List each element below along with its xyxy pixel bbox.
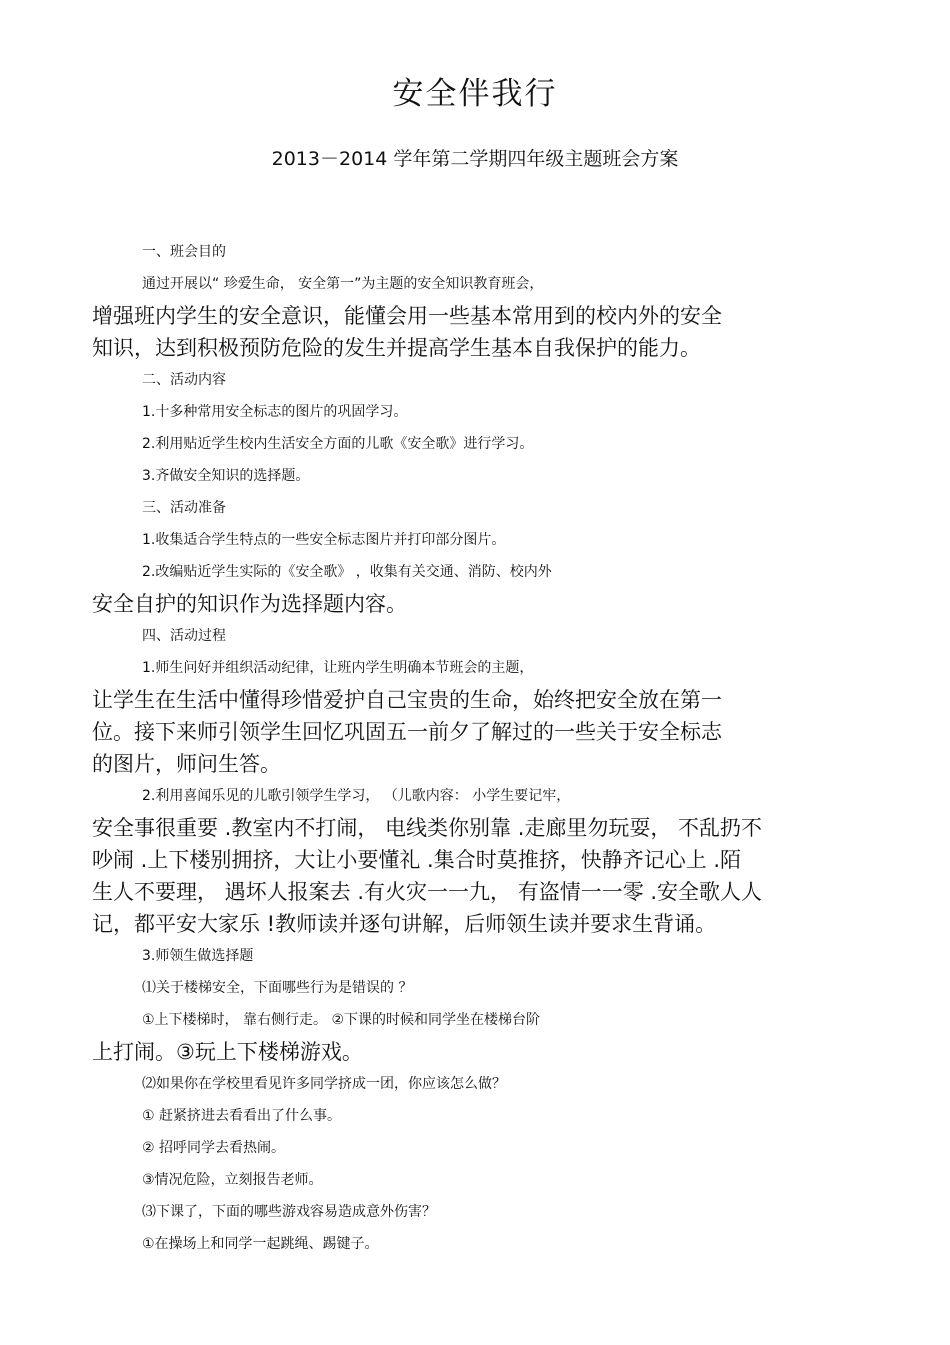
document-line: 3.师领生做选择题 <box>142 948 254 964</box>
document-title: 安全伴我行 <box>392 76 558 112</box>
document-line: 位。接下来师引领学生回忆巩固五一前夕了解过的一些关于安全标志 <box>92 720 722 744</box>
document-subtitle: 2013－2014 学年第二学期四年级主题班会方案 <box>271 148 679 170</box>
document-line: 2.利用喜闻乐见的儿歌引领学生学习， （儿歌内容： 小学生要记牢， <box>142 788 571 804</box>
document-line: 2.改编贴近学生实际的《安全歌》 ，收集有关交通、消防、校内外 <box>142 564 552 580</box>
document-line: 知识，达到积极预防危险的发生并提高学生基本自我保护的能力。 <box>92 336 701 360</box>
document-line: 一、班会目的 <box>142 244 226 260</box>
document-line: 增强班内学生的安全意识，能懂会用一些基本常用到的校内外的安全 <box>92 304 722 328</box>
document-line: 通过开展以“ 珍爱生命， 安全第一”为主题的安全知识教育班会， <box>142 276 544 292</box>
document-line: 三、活动准备 <box>142 500 226 516</box>
document-line: 的图片，师问生答。 <box>92 752 281 776</box>
document-line: 生人不要理， 遇坏人报案去 .有火灾一一九， 有盗情一一零 .安全歌人人 <box>92 880 763 904</box>
document-line: 让学生在生活中懂得珍惜爱护自己宝贵的生命，始终把安全放在第一 <box>92 688 722 712</box>
document-line: 1.十多种常用安全标志的图片的巩固学习。 <box>142 404 408 420</box>
document-line: 安全事很重要 .教室内不打闹， 电线类你别靠 .走廊里勿玩耍， 不乱扔不 <box>92 816 763 840</box>
document-line: 上打闹。③玩上下楼梯游戏。 <box>92 1040 363 1064</box>
document-body <box>92 236 862 1260</box>
document-line: 吵闹 .上下楼别拥挤，大让小要懂礼 .集合时莫推挤，快静齐记心上 .陌 <box>92 848 742 872</box>
document-line: 安全自护的知识作为选择题内容。 <box>92 592 407 616</box>
document-line: 四、活动过程 <box>142 628 226 644</box>
document-line: ① 赶紧挤进去看看出了什么事。 <box>142 1108 342 1124</box>
document-line: ⑵如果你在学校里看见许多同学挤成一团，你应该怎么做？ <box>142 1076 506 1092</box>
document-line: 3.齐做安全知识的选择题。 <box>142 468 310 484</box>
document-line: 1.师生问好并组织活动纪律，让班内学生明确本节班会的主题， <box>142 660 534 676</box>
document-line: ② 招呼同学去看热闹。 <box>142 1140 286 1156</box>
document-line: ①在操场上和同学一起跳绳、踢键子。 <box>142 1236 379 1252</box>
document-line: 2.利用贴近学生校内生活安全方面的儿歌《安全歌》进行学习。 <box>142 436 534 452</box>
document-line: 1.收集适合学生特点的一些安全标志图片并打印部分图片。 <box>142 532 506 548</box>
document-line: ⑶下课了，下面的哪些游戏容易造成意外伤害？ <box>142 1204 436 1220</box>
document-line: 二、活动内容 <box>142 372 226 388</box>
document-line: ⑴关于楼梯安全，下面哪些行为是错误的 ？ <box>142 980 413 996</box>
document-line: ③情况危险，立刻报告老师。 <box>142 1172 323 1188</box>
document-line: ①上下楼梯时， 靠右侧行走。 ②下课的时候和同学坐在楼梯台阶 <box>142 1012 541 1028</box>
document-line: 记，都平安大家乐 !教师读并逐句讲解，后师领生读并要求生背诵。 <box>92 912 717 936</box>
